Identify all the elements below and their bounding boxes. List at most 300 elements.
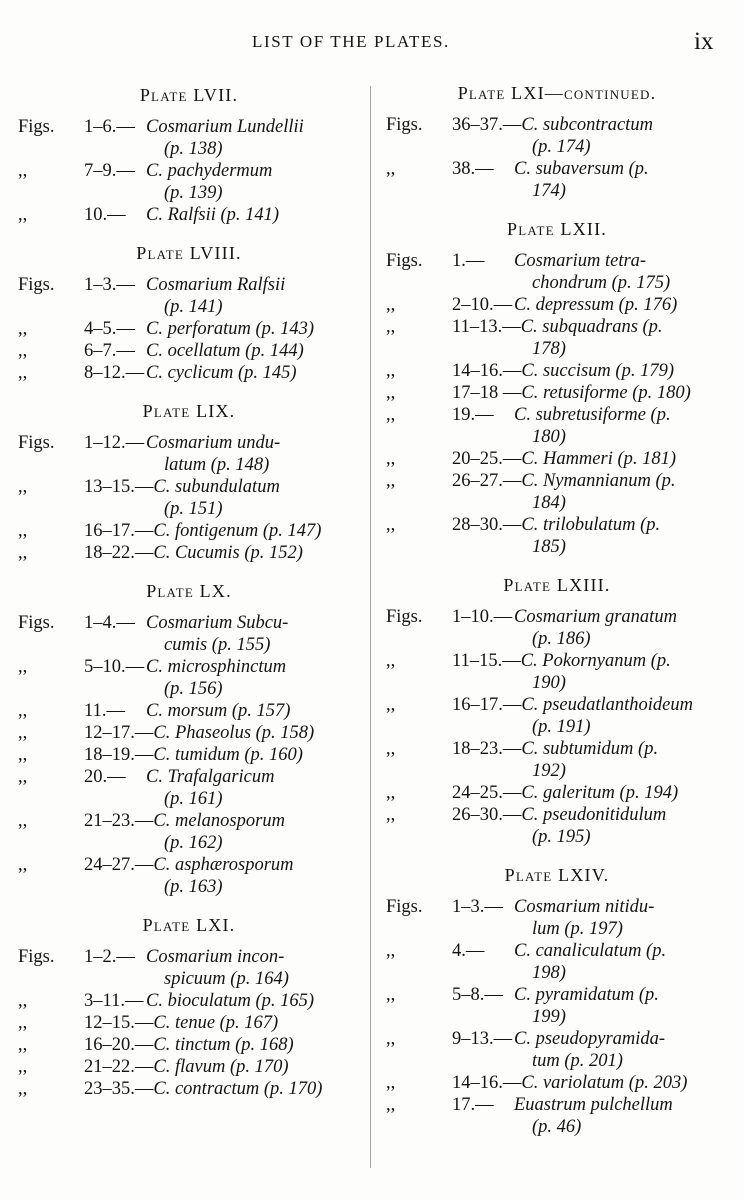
entry-line (382, 382, 732, 404)
entry-line (14, 1034, 364, 1056)
figure-entry (382, 606, 732, 650)
figure-entry (14, 810, 364, 854)
species-text: C. cyclicum (p. 145) (146, 363, 297, 383)
plate-title: Plate LXI—continued. (457, 83, 657, 103)
figure-numbers: 2–10.— (452, 295, 513, 315)
figure-numbers: 13–15.— (84, 477, 154, 497)
entry-line (382, 514, 732, 536)
figure-numbers: 11–13.— (452, 317, 521, 337)
species-text: chondrum (p. 175) (532, 273, 671, 293)
figs-prefix: ,, (386, 159, 396, 179)
species-text: (p. 186) (532, 629, 591, 649)
plate-title: Plate LIX. (142, 401, 236, 421)
figs-prefix: ,, (18, 811, 28, 831)
entry-line (14, 854, 364, 876)
figs-prefix: ,, (386, 471, 396, 491)
figs-prefix: ,, (18, 701, 28, 721)
species-text: Euastrum pulchellum (514, 1095, 673, 1115)
plate-section (14, 240, 364, 384)
species-text: (p. 163) (164, 877, 223, 897)
entry-line (14, 160, 364, 182)
species-text: 178) (532, 339, 566, 359)
entry-line (382, 760, 732, 782)
figure-entry (14, 1034, 364, 1056)
figure-numbers: 18–23.— (452, 739, 522, 759)
figs-prefix: ,, (386, 515, 396, 535)
species-text: C. Phaseolus (p. 158) (153, 723, 315, 743)
species-text: (p. 141) (164, 297, 223, 317)
figure-numbers: 20.— (84, 767, 126, 787)
figs-prefix: ,, (18, 543, 28, 563)
species-text: C. tinctum (p. 168) (153, 1035, 294, 1055)
figs-prefix: ,, (386, 361, 396, 381)
species-text: (p. 139) (164, 183, 223, 203)
entry-line (14, 296, 364, 318)
figure-entry (382, 404, 732, 448)
page-title: LIST OF THE PLATES. (252, 32, 450, 51)
figure-numbers: 12–17.— (84, 723, 154, 743)
figure-entry (382, 694, 732, 738)
figure-numbers: 4–5.— (84, 319, 135, 339)
figure-entry (14, 318, 364, 340)
species-text: (p. 191) (532, 717, 591, 737)
figs-prefix: Figs. (386, 607, 423, 627)
entry-line (14, 204, 364, 226)
figure-entry (382, 316, 732, 360)
figs-prefix: Figs. (386, 115, 423, 135)
entry-line (14, 1078, 364, 1100)
figure-numbers: 17.— (452, 1095, 494, 1115)
figure-entry (382, 1072, 732, 1094)
species-text: C. variolatum (p. 203) (521, 1073, 688, 1093)
figs-prefix: ,, (18, 319, 28, 339)
species-text: C. retusiforme (p. 180) (521, 383, 691, 403)
entry-line (382, 158, 732, 180)
species-text: Cosmarium tetra- (514, 251, 647, 271)
species-text: Cosmarium incon- (146, 947, 285, 967)
figure-numbers: 17–18 — (452, 383, 522, 403)
figs-prefix: ,, (18, 1057, 28, 1077)
entry-line (382, 136, 732, 158)
entry-line (14, 788, 364, 810)
entry-line (382, 448, 732, 470)
figure-entry (14, 160, 364, 204)
figure-numbers: 18–19.— (84, 745, 154, 765)
figure-entry (14, 116, 364, 160)
figure-entry (382, 158, 732, 202)
page-number: ix (694, 28, 714, 55)
species-text: (p. 174) (532, 137, 591, 157)
entry-line (14, 678, 364, 700)
figure-entry (14, 1012, 364, 1034)
figure-numbers: 14–16.— (452, 1073, 522, 1093)
entry-line (14, 498, 364, 520)
column-divider (370, 86, 371, 1168)
plate-section (382, 80, 732, 202)
entry-line (14, 876, 364, 898)
figure-entry (382, 1028, 732, 1072)
entry-line (382, 896, 732, 918)
figs-prefix: ,, (386, 1095, 396, 1115)
figure-numbers: 23–35.— (84, 1079, 154, 1099)
species-text: cumis (p. 155) (164, 635, 271, 655)
figs-prefix: ,, (18, 363, 28, 383)
figs-prefix: ,, (18, 341, 28, 361)
figs-prefix: ,, (386, 695, 396, 715)
figure-numbers: 11–15.— (452, 651, 521, 671)
figs-prefix: ,, (18, 855, 28, 875)
figure-entry (382, 782, 732, 804)
figure-entry (14, 744, 364, 766)
entry-line (382, 1050, 732, 1072)
species-text: C. melanosporum (153, 811, 285, 831)
figs-prefix: ,, (18, 1079, 28, 1099)
entry-line (382, 716, 732, 738)
entry-line (14, 182, 364, 204)
species-text: Cosmarium undu- (146, 433, 281, 453)
species-text: 185) (532, 537, 566, 557)
entry-line (382, 918, 732, 940)
figure-entry (14, 766, 364, 810)
species-text: C. perforatum (p. 143) (146, 319, 315, 339)
entry-line (14, 810, 364, 832)
entry-line (14, 274, 364, 296)
entry-line (14, 1012, 364, 1034)
figure-numbers: 14–16.— (452, 361, 522, 381)
entry-line (382, 628, 732, 650)
figs-prefix: ,, (18, 1013, 28, 1033)
figure-entry (14, 946, 364, 990)
entry-line (382, 426, 732, 448)
species-text: (p. 195) (532, 827, 591, 847)
figs-prefix: ,, (18, 521, 28, 541)
figure-numbers: 1–3.— (84, 275, 135, 295)
figs-prefix: Figs. (18, 117, 55, 137)
figure-numbers: 26–30.— (452, 805, 522, 825)
entry-line (382, 694, 732, 716)
species-text: (p. 156) (164, 679, 223, 699)
entry-line (14, 318, 364, 340)
species-text: (p. 162) (164, 833, 223, 853)
species-text: Cosmarium nitidu- (514, 897, 655, 917)
figure-entry (14, 362, 364, 384)
species-text: (p. 46) (532, 1117, 582, 1137)
plate-title: Plate LXII. (507, 219, 607, 239)
figure-numbers: 12–15.— (84, 1013, 154, 1033)
entry-line (14, 1056, 364, 1078)
figs-prefix: ,, (18, 1035, 28, 1055)
figure-entry (382, 804, 732, 848)
species-text: C. subcontractum (521, 115, 653, 135)
entry-line (382, 1028, 732, 1050)
species-text: 198) (532, 963, 566, 983)
species-text: C. Nymannianum (p. (521, 471, 676, 491)
entry-line (14, 116, 364, 138)
species-text: C. pseudopyramida- (514, 1029, 666, 1049)
figs-prefix: ,, (386, 1029, 396, 1049)
species-text: C. tenue (p. 167) (153, 1013, 279, 1033)
entry-line (14, 520, 364, 542)
figure-entry (14, 432, 364, 476)
entry-line (14, 722, 364, 744)
plate-title: Plate LXIII. (503, 575, 611, 595)
figs-prefix: ,, (386, 651, 396, 671)
entry-line (14, 634, 364, 656)
figs-prefix: Figs. (386, 251, 423, 271)
figure-numbers: 21–23.— (84, 811, 154, 831)
figs-prefix: Figs. (18, 433, 55, 453)
figs-prefix: ,, (18, 477, 28, 497)
figure-entry (14, 700, 364, 722)
figure-numbers: 1–2.— (84, 947, 135, 967)
figs-prefix: Figs. (18, 613, 55, 633)
species-text: C. Ralfsii (p. 141) (146, 205, 280, 225)
entry-line (14, 432, 364, 454)
species-text: tum (p. 201) (532, 1051, 623, 1071)
figs-prefix: ,, (18, 205, 28, 225)
figs-prefix: ,, (386, 405, 396, 425)
figure-entry (14, 542, 364, 564)
figure-entry (14, 990, 364, 1012)
figure-numbers: 1–4.— (84, 613, 135, 633)
figure-numbers: 38.— (452, 159, 494, 179)
entry-line (382, 782, 732, 804)
figs-prefix: ,, (18, 767, 28, 787)
figure-numbers: 28–30.— (452, 515, 522, 535)
figs-prefix: ,, (386, 317, 396, 337)
entry-line (382, 404, 732, 426)
figure-numbers: 26–27.— (452, 471, 522, 491)
figure-entry (14, 656, 364, 700)
figure-entry (382, 470, 732, 514)
entry-line (382, 250, 732, 272)
figure-numbers: 7–9.— (84, 161, 135, 181)
plate-section (14, 82, 364, 226)
species-text: lum (p. 197) (532, 919, 623, 939)
species-text: 184) (532, 493, 566, 513)
entry-line (14, 340, 364, 362)
species-text: C. tumidum (p. 160) (153, 745, 303, 765)
entry-line (382, 1006, 732, 1028)
species-text: C. pseudonitidulum (521, 805, 667, 825)
entry-line (382, 294, 732, 316)
figure-entry (382, 940, 732, 984)
entry-line (382, 1094, 732, 1116)
entry-line (382, 804, 732, 826)
species-text: C. asphærosporum (153, 855, 294, 875)
figure-numbers: 1.— (452, 251, 485, 271)
species-text: C. contractum (p. 170) (153, 1079, 323, 1099)
figure-entry (14, 854, 364, 898)
plate-section (14, 578, 364, 898)
entry-line (14, 138, 364, 160)
figs-prefix: ,, (386, 383, 396, 403)
species-text: Cosmarium Subcu- (146, 613, 289, 633)
entry-line (382, 672, 732, 694)
figure-numbers: 9–13.— (452, 1029, 513, 1049)
species-text: C. flavum (p. 170) (153, 1057, 289, 1077)
figure-numbers: 8–12.— (84, 363, 145, 383)
entry-line (382, 114, 732, 136)
figure-entry (382, 514, 732, 558)
figure-numbers: 24–25.— (452, 783, 522, 803)
plate-section (382, 572, 732, 848)
figure-entry (382, 738, 732, 782)
entry-line (14, 362, 364, 384)
species-text: C. bioculatum (p. 165) (146, 991, 315, 1011)
species-text: C. microsphinctum (146, 657, 287, 677)
species-text: C. succisum (p. 179) (521, 361, 674, 381)
entry-line (382, 738, 732, 760)
figure-numbers: 5–8.— (452, 985, 503, 1005)
entry-line (382, 1116, 732, 1138)
figure-numbers: 21–22.— (84, 1057, 154, 1077)
figure-entry (14, 476, 364, 520)
figure-numbers: 10.— (84, 205, 126, 225)
species-text: C. ocellatum (p. 144) (146, 341, 304, 361)
figure-entry (382, 360, 732, 382)
figure-numbers: 24–27.— (84, 855, 154, 875)
figure-numbers: 20–25.— (452, 449, 522, 469)
figure-numbers: 4.— (452, 941, 485, 961)
figure-numbers: 5–10.— (84, 657, 145, 677)
species-text: C. trilobulatum (p. (521, 515, 661, 535)
species-text: C. subretusiforme (p. (514, 405, 671, 425)
species-text: C. fontigenum (p. 147) (153, 521, 322, 541)
entry-line (14, 656, 364, 678)
species-text: Cosmarium granatum (514, 607, 677, 627)
species-text: (p. 151) (164, 499, 223, 519)
figs-prefix: Figs. (386, 897, 423, 917)
species-text: 199) (532, 1007, 566, 1027)
figure-numbers: 16–17.— (84, 521, 154, 541)
species-text: C. subaversum (p. (514, 159, 649, 179)
species-text: C. subquadrans (p. (520, 317, 663, 337)
species-text: spicuum (p. 164) (164, 969, 289, 989)
species-text: C. subundulatum (153, 477, 280, 497)
figure-entry (14, 1056, 364, 1078)
figs-prefix: ,, (386, 941, 396, 961)
species-text: (p. 161) (164, 789, 223, 809)
species-text: C. canaliculatum (p. (514, 941, 667, 961)
right-column (382, 80, 732, 1152)
figure-entry (382, 114, 732, 158)
entry-line (382, 940, 732, 962)
species-text: C. subtumidum (p. (521, 739, 659, 759)
figure-entry (14, 520, 364, 542)
figs-prefix: ,, (18, 161, 28, 181)
species-text: (p. 138) (164, 139, 223, 159)
species-text: C. Trafalgaricum (146, 767, 275, 787)
species-text: 180) (532, 427, 566, 447)
entry-line (382, 470, 732, 492)
entry-line (14, 700, 364, 722)
entry-line (382, 962, 732, 984)
figure-entry (14, 1078, 364, 1100)
entry-line (382, 984, 732, 1006)
species-text: C. pachydermum (146, 161, 273, 181)
figure-entry (14, 340, 364, 362)
figure-numbers: 16–17.— (452, 695, 522, 715)
figure-numbers: 1–6.— (84, 117, 135, 137)
figure-numbers: 36–37.— (452, 115, 522, 135)
plate-title: Plate LVIII. (136, 243, 242, 263)
plate-title: Plate LVII. (139, 85, 239, 105)
left-column (14, 82, 364, 1114)
figure-numbers: 18–22.— (84, 543, 154, 563)
figure-numbers: 16–20.— (84, 1035, 154, 1055)
figure-entry (382, 294, 732, 316)
entry-line (382, 316, 732, 338)
figure-numbers: 1–10.— (452, 607, 513, 627)
species-text: C. pseudatlanthoideum (521, 695, 694, 715)
figure-numbers: 11.— (84, 701, 125, 721)
plate-section (14, 912, 364, 1100)
figs-prefix: ,, (386, 985, 396, 1005)
species-text: Cosmarium Lundellii (146, 117, 304, 137)
figure-numbers: 1–3.— (452, 897, 503, 917)
figs-prefix: Figs. (18, 275, 55, 295)
species-text: latum (p. 148) (164, 455, 270, 475)
entry-line (14, 946, 364, 968)
entry-line (382, 492, 732, 514)
entry-line (14, 612, 364, 634)
entry-line (382, 650, 732, 672)
figs-prefix: ,, (386, 739, 396, 759)
running-head (0, 30, 744, 54)
species-text: Cosmarium Ralfsii (146, 275, 286, 295)
entry-line (14, 542, 364, 564)
species-text: 174) (532, 181, 566, 201)
figs-prefix: ,, (386, 295, 396, 315)
figure-entry (14, 612, 364, 656)
entry-line (382, 536, 732, 558)
species-text: 192) (532, 761, 566, 781)
figs-prefix: ,, (18, 745, 28, 765)
plate-title: Plate LX. (146, 581, 232, 601)
entry-line (382, 180, 732, 202)
figure-entry (382, 1094, 732, 1138)
figure-entry (14, 722, 364, 744)
figs-prefix: Figs. (18, 947, 55, 967)
plate-section (14, 398, 364, 564)
figs-prefix: ,, (386, 805, 396, 825)
figure-entry (382, 382, 732, 404)
entry-line (382, 272, 732, 294)
entry-line (382, 606, 732, 628)
figs-prefix: ,, (386, 783, 396, 803)
entry-line (14, 990, 364, 1012)
figs-prefix: ,, (18, 723, 28, 743)
figs-prefix: ,, (386, 1073, 396, 1093)
species-text: C. Cucumis (p. 152) (153, 543, 303, 563)
species-text: 190) (532, 673, 566, 693)
entry-line (14, 832, 364, 854)
entry-line (382, 1072, 732, 1094)
species-text: C. morsum (p. 157) (146, 701, 291, 721)
species-text: C. pyramidatum (p. (514, 985, 659, 1005)
entry-line (14, 766, 364, 788)
figs-prefix: ,, (386, 449, 396, 469)
plate-section (382, 862, 732, 1138)
entry-line (14, 744, 364, 766)
figure-numbers: 3–11.— (84, 991, 144, 1011)
figure-entry (382, 650, 732, 694)
entry-line (382, 826, 732, 848)
figure-entry (382, 250, 732, 294)
figure-entry (382, 984, 732, 1028)
figs-prefix: ,, (18, 657, 28, 677)
